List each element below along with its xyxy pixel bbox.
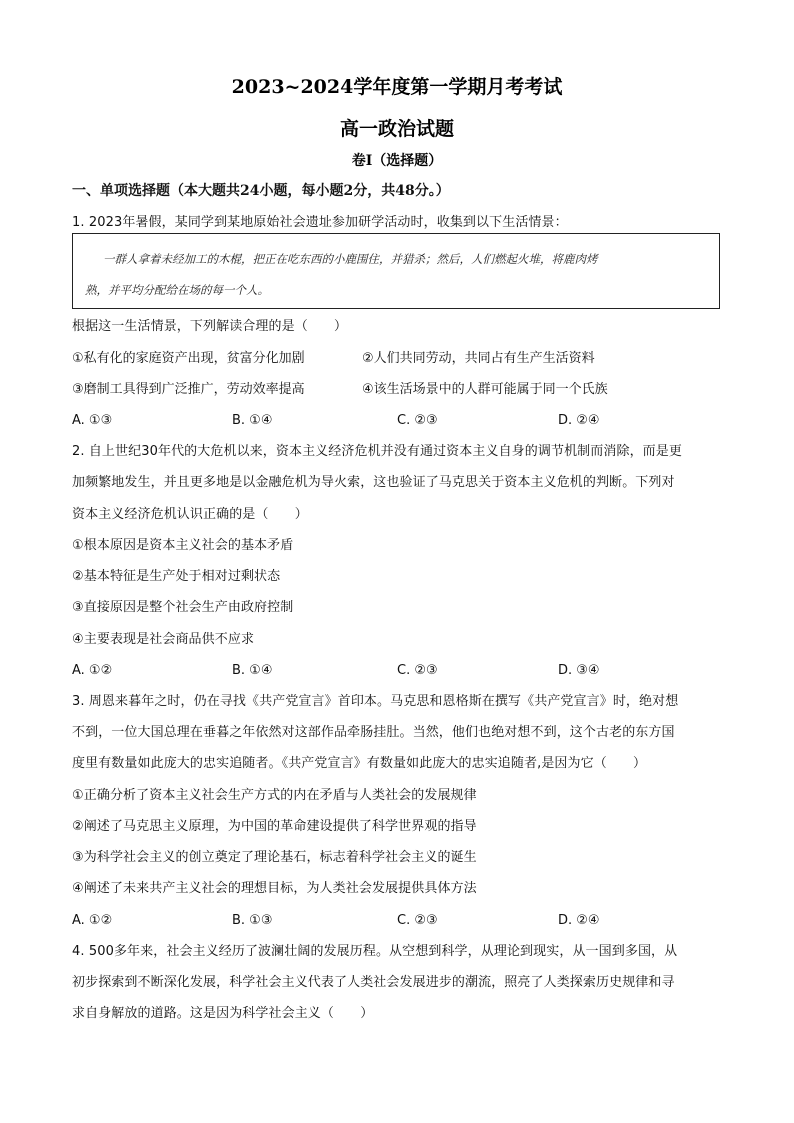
q3-stem-line: 不到，一位大国总理在垂暮之年依然对这部作品牵肠挂肚。当然，他们也绝对想不到，这个古老的东方国 — [72, 725, 675, 740]
q2-item: ②基本特征是生产处于相对过剩状态 — [72, 569, 281, 584]
q2-option-b[interactable]: B. ①④ — [232, 663, 273, 678]
q1-question: 根据这一生活情景，下列解读合理的是（ ） — [72, 319, 348, 334]
q3-stem-line: 度里有数量如此庞大的忠实追随者。《共产党宣言》有数量如此庞大的忠实追随者,是因为它（ ） — [72, 756, 647, 771]
q2-option-a[interactable]: A. ①② — [72, 663, 113, 678]
volume-title: 卷Ⅰ（选择题） — [351, 153, 443, 169]
q1-scenario-box — [72, 233, 720, 309]
q1-stem: 1. 2023年暑假，某同学到某地原始社会遗址参加研学活动时，收集到以下生活情景： — [72, 215, 568, 230]
exam-title: 2023~2024学年度第一学期月考考试 — [231, 76, 563, 98]
q1-option-a[interactable]: A. ①③ — [72, 413, 113, 428]
q3-option-d[interactable]: D. ②④ — [558, 913, 600, 928]
q2-stem-line: 2. 自上世纪30年代的大危机以来，资本主义经济危机并没有通过资本主义自身的调节机制而消除，而是更 — [72, 444, 682, 459]
q1-option-d[interactable]: D. ②④ — [558, 413, 600, 428]
q3-item: ③为科学社会主义的创立奠定了理论基石，标志着科学社会主义的诞生 — [72, 850, 477, 865]
q1-box-line: 熟，并平均分配给在场的每一个人。 — [85, 283, 269, 297]
section-heading: 一、单项选择题（本大题共24小题，每小题2分，共48分。） — [72, 183, 450, 199]
q1-option-b[interactable]: B. ①④ — [232, 413, 273, 428]
q2-option-c[interactable]: C. ②③ — [397, 663, 438, 678]
q3-option-a[interactable]: A. ①② — [72, 913, 113, 928]
q3-option-b[interactable]: B. ①③ — [232, 913, 273, 928]
q2-stem-line: 资本主义经济危机认识正确的是（ ） — [72, 507, 308, 522]
q3-item: ①正确分析了资本主义社会生产方式的内在矛盾与人类社会的发展规律 — [72, 788, 477, 803]
q3-stem-line: 3. 周恩来暮年之时，仍在寻找《共产党宣言》首印本。马克思和恩格斯在撰写《共产党宣言》时，绝对想 — [72, 694, 679, 709]
q2-item: ①根本原因是资本主义社会的基本矛盾 — [72, 538, 294, 553]
q1-item: ③磨制工具得到广泛推广，劳动效率提高 — [72, 382, 305, 397]
q3-option-c[interactable]: C. ②③ — [397, 913, 438, 928]
q4-stem-line: 初步探索到不断深化发展，科学社会主义代表了人类社会发展进步的潮流，照亮了人类探索历史规律和寻 — [72, 975, 675, 990]
q1-item: ④该生活场景中的人群可能属于同一个氏族 — [362, 382, 608, 397]
q3-item: ④阐述了未来共产主义社会的理想目标，为人类社会发展提供具体方法 — [72, 881, 477, 896]
q2-option-d[interactable]: D. ③④ — [558, 663, 600, 678]
q1-box-line: 一群人拿着未经加工的木棍，把正在吃东西的小鹿围住，并猎杀；然后，人们燃起火堆，将鹿肉烤 — [103, 252, 598, 266]
exam-subtitle: 高一政治试题 — [339, 118, 454, 140]
q4-stem-line: 求自身解放的道路。这是因为科学社会主义（ ） — [72, 1006, 374, 1021]
q1-item: ②人们共同劳动，共同占有生产生活资料 — [362, 351, 595, 366]
q3-item: ②阐述了马克思主义原理，为中国的革命建设提供了科学世界观的指导 — [72, 819, 477, 834]
q4-stem-line: 4. 500多年来，社会主义经历了波澜壮阔的发展历程。从空想到科学，从理论到现实，从一国到多国，从 — [72, 944, 678, 959]
q2-item: ④主要表现是社会商品供不应求 — [72, 632, 255, 647]
q2-stem-line: 加频繁地发生，并且更多地是以金融危机为导火索，这也验证了马克思关于资本主义危机的判断。下列对 — [72, 475, 675, 490]
q1-item: ①私有化的家庭资产出现，贫富分化加剧 — [72, 351, 305, 366]
q1-option-c[interactable]: C. ②③ — [397, 413, 438, 428]
q2-item: ③直接原因是整个社会生产由政府控制 — [72, 600, 294, 615]
